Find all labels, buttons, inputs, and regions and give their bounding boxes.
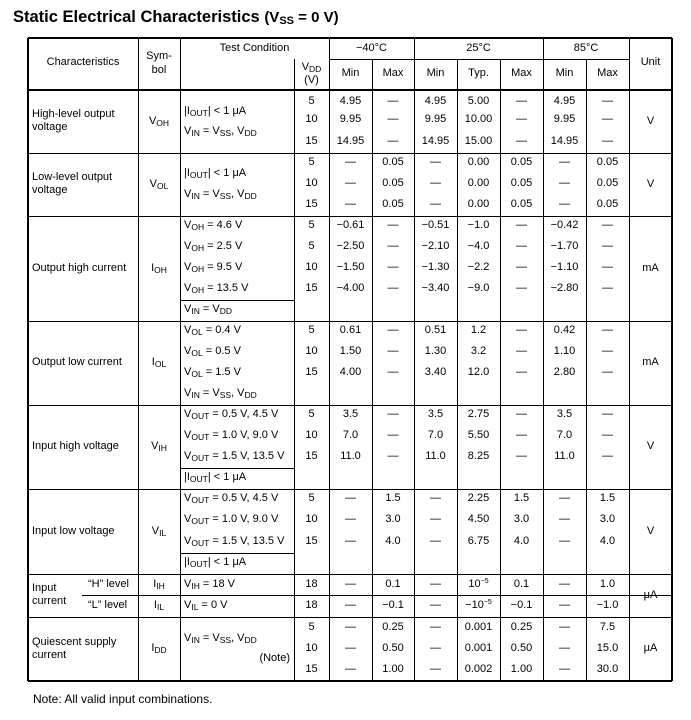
condition-vout1-1: $V_{OUT} = 0.5$ V, 4.5 V xyxy=(184,492,279,505)
value-vol-r1-c6: — xyxy=(559,177,570,189)
condition-vil0: $V_{IL} = 0$ V xyxy=(184,599,228,612)
value-vih-r0-c5: — xyxy=(516,408,527,420)
value-iol-r1-c5: — xyxy=(516,345,527,357)
value-ioh-r0-c2: — xyxy=(387,219,399,231)
column-header-symbol-2: bol xyxy=(151,64,167,76)
unit-voh: V xyxy=(646,114,655,127)
value-ioh-r2-c3: −1.30 xyxy=(421,261,450,273)
table-rule xyxy=(28,617,672,618)
value-vih-r0-c4: 2.75 xyxy=(467,408,490,420)
condition-ioutlt-0: $|I_{OUT}| < 1$ μA xyxy=(184,105,247,118)
symbol-vil: $V_{IL}$ xyxy=(151,524,167,538)
value-vih-r0-c2: — xyxy=(387,408,399,420)
value-vil-r1-c1: — xyxy=(345,513,356,525)
value-voh-r2-c6: 14.95 xyxy=(550,135,579,147)
value-voh-r0-c0: 5 xyxy=(308,95,315,107)
value-voh-r1-c1: 9.95 xyxy=(339,113,362,125)
value-ioh-r1-c4: −4.0 xyxy=(467,240,490,252)
condition-vih18: $V_{IH} = 18$ V xyxy=(184,578,236,591)
value-vih-r2-c3: 11.0 xyxy=(425,450,446,462)
table-rule xyxy=(28,489,672,490)
value-iih-r0-c4: $10^{-5}$ xyxy=(468,578,489,590)
value-voh-r2-c3: 14.95 xyxy=(421,135,450,147)
unit-ioh: mA xyxy=(642,261,659,274)
table-rule xyxy=(28,574,672,575)
value-vih-r1-c7: — xyxy=(602,429,613,441)
value-ioh-r1-c3: −2.10 xyxy=(421,240,450,252)
value-vol-r2-c6: — xyxy=(559,198,570,210)
value-voh-r2-c4: 15.00 xyxy=(464,135,493,147)
value-idd-r0-c6: — xyxy=(559,621,570,633)
value-vih-r1-c0: 10 xyxy=(305,429,318,441)
table-rule xyxy=(180,553,294,554)
value-vol-r0-c5: 0.05 xyxy=(510,156,533,168)
row-label-l-level: “L” level xyxy=(88,599,128,611)
value-vol-r1-c4: 0.00 xyxy=(467,177,490,189)
value-iil-r0-c5: −0.1 xyxy=(510,599,533,611)
value-idd-r0-c0: 5 xyxy=(308,621,315,633)
value-vol-r1-c2: 0.05 xyxy=(382,177,404,189)
value-iol-r0-c2: — xyxy=(387,324,399,336)
page-title: Static Electrical Characteristics ($V_{SS} = 0$ V) xyxy=(13,8,339,27)
value-iil-r0-c7: −1.0 xyxy=(596,599,619,611)
value-vih-r1-c3: 7.0 xyxy=(427,429,444,441)
value-voh-r0-c2: — xyxy=(387,95,399,107)
value-idd-r2-c1: — xyxy=(345,663,356,675)
value-ioh-r3-c6: −2.80 xyxy=(550,282,579,294)
value-voh-r0-c5: — xyxy=(516,95,527,107)
value-vol-r0-c6: — xyxy=(559,156,570,168)
table-rule xyxy=(28,153,672,154)
column-header-minus40c: −40°C xyxy=(355,42,387,54)
value-vil-r2-c4: 6.75 xyxy=(467,535,490,547)
value-vol-r1-c0: 10 xyxy=(305,177,318,189)
value-iol-r1-c3: 1.30 xyxy=(424,345,447,357)
row-label-iol-0: Output low current xyxy=(32,356,122,368)
value-vol-r0-c0: 5 xyxy=(308,156,315,168)
value-vol-r0-c2: 0.05 xyxy=(382,156,404,168)
value-iol-r2-c5: — xyxy=(516,366,527,378)
value-voh-r0-c7: — xyxy=(602,95,613,107)
value-iol-r2-c6: 2.80 xyxy=(553,366,576,378)
value-vil-r0-c5: 1.5 xyxy=(513,492,530,504)
column-header-min-5: Min xyxy=(555,67,574,79)
value-vil-r0-c2: 1.5 xyxy=(385,492,401,504)
value-iol-r0-c7: — xyxy=(602,324,613,336)
value-ioh-r2-c4: −2.2 xyxy=(467,261,490,273)
column-header-test-condition: Test Condition xyxy=(219,42,290,54)
value-idd-r1-c6: — xyxy=(559,642,570,654)
condition-vinvss-2: $V_{IN} = V_{SS}$, $V_{DD}$ xyxy=(184,387,257,400)
value-vol-r1-c7: 0.05 xyxy=(596,177,619,189)
condition-vinvss-1: $V_{IN} = V_{SS}$, $V_{DD}$ xyxy=(184,188,257,201)
condition-ioutlt-3: $|I_{OUT}| < 1$ μA xyxy=(184,556,247,569)
value-ioh-r1-c5: — xyxy=(516,240,527,252)
value-vil-r2-c7: 4.0 xyxy=(599,535,616,547)
symbol-idd: $I_{DD}$ xyxy=(151,642,167,655)
value-vil-r0-c7: 1.5 xyxy=(599,492,616,504)
symbol-vih: $V_{IH}$ xyxy=(151,440,167,453)
column-header-vdd: $V_{DD}$ xyxy=(301,61,322,74)
unit-iol: mA xyxy=(642,356,659,368)
value-iol-r1-c7: — xyxy=(602,345,613,357)
column-header-unit: Unit xyxy=(640,56,661,68)
value-voh-r1-c3: 9.95 xyxy=(424,113,447,125)
value-iol-r1-c6: 1.10 xyxy=(553,345,576,357)
value-vih-r2-c1: 11.0 xyxy=(340,450,361,462)
value-ioh-r3-c3: −3.40 xyxy=(421,282,450,294)
value-vol-r1-c5: 0.05 xyxy=(510,177,533,189)
value-ioh-r0-c1: −0.61 xyxy=(336,219,365,231)
condition-vinvss-0: $V_{IN} = V_{SS}$, $V_{DD}$ xyxy=(184,125,257,138)
value-iih-r0-c7: 1.0 xyxy=(599,578,616,590)
table-rule xyxy=(28,405,672,406)
value-iol-r0-c5: — xyxy=(516,324,527,336)
value-idd-r0-c2: 0.25 xyxy=(382,621,404,633)
value-vih-r0-c7: — xyxy=(602,408,613,420)
value-ioh-r3-c5: — xyxy=(516,282,527,294)
symbol-voh: $V_{OH}$ xyxy=(148,114,170,128)
condition-vinvss-3: $V_{IN} = V_{SS}$, $V_{DD}$ xyxy=(184,632,257,645)
value-vih-r0-c1: 3.5 xyxy=(342,408,359,420)
column-header-max-6: Max xyxy=(597,67,618,79)
value-vil-r1-c0: 10 xyxy=(305,513,318,525)
condition-vol15: $V_{OL} = 1.5$ V xyxy=(184,366,241,379)
value-idd-r0-c7: 7.5 xyxy=(599,621,616,633)
condition-voh46: $V_{OH} = 4.6$ V xyxy=(184,219,243,232)
value-iih-r0-c2: 0.1 xyxy=(385,578,401,590)
value-ioh-r3-c1: −4.00 xyxy=(336,282,365,294)
value-vih-r2-c2: — xyxy=(387,450,399,462)
table-rule xyxy=(27,38,29,681)
column-header-vdd-unit: (V) xyxy=(304,74,319,86)
value-vil-r2-c3: — xyxy=(430,535,441,547)
value-voh-r0-c1: 4.95 xyxy=(339,95,362,107)
condition-voh25: $V_{OH} = 2.5$ V xyxy=(184,240,243,253)
row-label-voh-0: High-level output xyxy=(32,108,115,120)
value-iol-r2-c3: 3.40 xyxy=(424,366,447,378)
unit-input_current: μA xyxy=(643,588,658,601)
table-rule xyxy=(28,89,672,90)
unit-vil: V xyxy=(646,524,655,537)
value-voh-r0-c4: 5.00 xyxy=(467,95,490,107)
row-label-vol-1: voltage xyxy=(32,184,68,196)
value-vil-r2-c1: — xyxy=(345,535,356,547)
value-idd-r0-c5: 0.25 xyxy=(510,621,533,633)
condition-vout2-1: $V_{OUT} = 1.0$ V, 9.0 V xyxy=(184,513,279,526)
table-rule xyxy=(329,59,629,60)
row-label-vil-0: Input low voltage xyxy=(32,524,115,537)
value-ioh-r1-c6: −1.70 xyxy=(550,240,579,252)
value-vil-r2-c6: — xyxy=(559,535,570,547)
value-iil-r0-c2: −0.1 xyxy=(382,599,404,611)
value-iol-r0-c4: 1.2 xyxy=(470,324,487,336)
value-ioh-r0-c0: 5 xyxy=(308,219,315,231)
value-ioh-r2-c5: — xyxy=(516,261,527,273)
value-iol-r1-c4: 3.2 xyxy=(470,345,487,357)
value-vih-r2-c7: — xyxy=(602,450,613,462)
unit-vih: V xyxy=(646,440,655,452)
value-vil-r0-c0: 5 xyxy=(308,492,315,504)
value-iol-r1-c1: 1.50 xyxy=(339,345,362,357)
table-rule xyxy=(28,37,672,39)
condition-vinvdd: $V_{IN} = V_{DD}$ xyxy=(184,303,232,316)
value-ioh-r0-c5: — xyxy=(516,219,527,231)
value-iil-r0-c4: $-10^{-5}$ xyxy=(465,599,492,611)
condition-vol04: $V_{OL} = 0.4$ V xyxy=(184,324,241,337)
value-voh-r1-c7: — xyxy=(602,113,613,125)
value-ioh-r2-c2: — xyxy=(387,261,399,273)
table-rule xyxy=(28,321,672,322)
value-idd-r1-c7: 15.0 xyxy=(596,642,619,654)
value-vol-r0-c3: — xyxy=(430,156,441,168)
value-vol-r2-c7: 0.05 xyxy=(596,198,619,210)
value-idd-r1-c4: 0.001 xyxy=(464,642,493,654)
table-rule xyxy=(180,300,294,301)
value-ioh-r1-c1: −2.50 xyxy=(336,240,365,252)
value-iol-r2-c4: 12.0 xyxy=(467,366,490,378)
value-vol-r2-c3: — xyxy=(430,198,441,210)
symbol-iol: $I_{OL}$ xyxy=(151,356,167,369)
row-label-input-current-0: Input xyxy=(32,582,57,594)
value-vol-r2-c0: 15 xyxy=(305,198,318,210)
condition-vol05: $V_{OL} = 0.5$ V xyxy=(184,345,241,358)
value-iil-r0-c0: 18 xyxy=(305,599,318,611)
value-ioh-r1-c0: 5 xyxy=(308,240,315,252)
condition-ioutlt-2: $|I_{OUT}| < 1$ μA xyxy=(184,471,247,484)
row-label-h-level: “H” level xyxy=(88,578,129,590)
value-vih-r2-c4: 8.25 xyxy=(467,450,490,462)
row-label-idd-0: Quiescent supply xyxy=(32,635,117,648)
column-header-max-1: Max xyxy=(382,67,404,79)
value-vih-r2-c0: 15 xyxy=(305,450,318,462)
value-idd-r0-c1: — xyxy=(345,621,356,633)
value-voh-r1-c2: — xyxy=(387,113,399,125)
value-voh-r1-c4: 10.00 xyxy=(464,113,493,125)
value-iol-r2-c0: 15 xyxy=(305,366,318,378)
value-vih-r1-c5: — xyxy=(516,429,527,441)
value-vol-r2-c4: 0.00 xyxy=(467,198,490,210)
condition-vout2-0: $V_{OUT} = 1.0$ V, 9.0 V xyxy=(184,429,279,442)
column-header-symbol-1: Sym- xyxy=(146,50,172,62)
value-idd-r0-c3: — xyxy=(430,621,441,633)
value-vil-r2-c5: 4.0 xyxy=(513,535,530,547)
row-label-input-current-1: current xyxy=(32,595,67,607)
value-voh-r2-c1: 14.95 xyxy=(336,135,365,147)
value-ioh-r1-c7: — xyxy=(602,240,613,252)
symbol-iil: $I_{IL}$ xyxy=(153,599,165,612)
value-vih-r2-c5: — xyxy=(516,450,527,462)
value-vil-r1-c7: 3.0 xyxy=(599,513,616,525)
value-vol-r0-c4: 0.00 xyxy=(467,156,490,168)
value-vih-r1-c1: 7.0 xyxy=(342,429,359,441)
table-rule xyxy=(28,216,672,217)
value-vih-r0-c0: 5 xyxy=(308,408,315,420)
row-label-vih-0: Input high voltage xyxy=(32,440,119,452)
value-voh-r2-c7: — xyxy=(602,135,613,147)
condition-note: (Note) xyxy=(259,652,290,664)
value-idd-r1-c1: — xyxy=(345,642,356,654)
value-voh-r2-c2: — xyxy=(387,135,399,147)
value-iih-r0-c5: 0.1 xyxy=(513,578,530,590)
condition-ioutlt-1: $|I_{OUT}| < 1$ μA xyxy=(184,167,247,180)
value-idd-r0-c4: 0.001 xyxy=(464,621,493,633)
value-vol-r1-c1: — xyxy=(345,177,356,189)
value-ioh-r2-c1: −1.50 xyxy=(336,261,365,273)
value-vil-r2-c0: 15 xyxy=(305,535,318,547)
value-vol-r2-c5: 0.05 xyxy=(510,198,533,210)
value-ioh-r0-c7: — xyxy=(602,219,613,231)
value-ioh-r2-c0: 10 xyxy=(305,261,318,273)
value-iol-r0-c0: 5 xyxy=(308,324,315,336)
value-ioh-r0-c4: −1.0 xyxy=(467,219,490,231)
value-iih-r0-c1: — xyxy=(345,578,356,590)
value-iol-r1-c2: — xyxy=(387,345,399,357)
column-header-85c: 85°C xyxy=(573,42,599,54)
value-idd-r1-c0: 10 xyxy=(305,642,318,654)
value-voh-r1-c6: 9.95 xyxy=(553,113,576,125)
value-voh-r0-c3: 4.95 xyxy=(424,95,447,107)
value-idd-r2-c7: 30.0 xyxy=(596,663,619,675)
value-vil-r0-c6: — xyxy=(559,492,570,504)
value-vil-r0-c3: — xyxy=(430,492,441,504)
value-vil-r1-c6: — xyxy=(559,513,570,525)
value-vil-r1-c3: — xyxy=(430,513,441,525)
value-vol-r0-c7: 0.05 xyxy=(596,156,619,168)
value-vol-r2-c2: 0.05 xyxy=(382,198,404,210)
table-rule xyxy=(82,595,672,596)
value-iol-r1-c0: 10 xyxy=(305,345,318,357)
table-note: Note: All valid input combinations. xyxy=(33,692,213,706)
column-header-min-0: Min xyxy=(341,67,360,79)
value-vil-r1-c2: 3.0 xyxy=(385,513,401,525)
value-vil-r0-c1: — xyxy=(345,492,356,504)
value-iol-r0-c1: 0.61 xyxy=(339,324,362,336)
value-ioh-r0-c3: −0.51 xyxy=(421,219,450,231)
value-vih-r1-c6: 7.0 xyxy=(556,429,573,441)
table-rule xyxy=(180,468,294,469)
value-vih-r1-c4: 5.50 xyxy=(467,429,490,441)
value-idd-r1-c5: 0.50 xyxy=(510,642,533,654)
symbol-ioh: $I_{OH}$ xyxy=(151,261,167,275)
value-idd-r2-c5: 1.00 xyxy=(510,663,533,675)
column-header-typ-3: Typ. xyxy=(468,67,489,79)
value-ioh-r3-c0: 15 xyxy=(305,282,318,294)
value-iol-r2-c1: 4.00 xyxy=(339,366,362,378)
value-voh-r2-c5: — xyxy=(516,135,527,147)
value-ioh-r1-c2: — xyxy=(387,240,399,252)
row-label-ioh-0: Output high current xyxy=(32,261,127,274)
value-idd-r1-c2: 0.50 xyxy=(382,642,404,654)
value-vil-r0-c4: 2.25 xyxy=(467,492,490,504)
value-vil-r1-c5: 3.0 xyxy=(513,513,530,525)
unit-vol: V xyxy=(646,177,655,190)
condition-voh95: $V_{OH} = 9.5$ V xyxy=(184,261,243,274)
column-header-min-2: Min xyxy=(426,67,445,79)
value-idd-r1-c3: — xyxy=(430,642,441,654)
row-label-vol-0: Low-level output xyxy=(32,171,113,183)
unit-idd: μA xyxy=(643,642,658,654)
value-iil-r0-c6: — xyxy=(559,599,570,611)
value-vol-r1-c3: — xyxy=(430,177,441,189)
symbol-iih: $I_{IH}$ xyxy=(153,578,165,591)
value-idd-r2-c6: — xyxy=(559,663,570,675)
value-ioh-r0-c6: −0.42 xyxy=(550,219,579,231)
table-rule xyxy=(28,680,672,682)
value-iil-r0-c3: — xyxy=(430,599,441,611)
value-vil-r2-c2: 4.0 xyxy=(385,535,401,547)
condition-vout1-0: $V_{OUT} = 0.5$ V, 4.5 V xyxy=(184,408,279,421)
value-ioh-r3-c4: −9.0 xyxy=(467,282,490,294)
value-ioh-r3-c7: — xyxy=(602,282,613,294)
value-idd-r2-c3: — xyxy=(430,663,441,675)
row-label-idd-1: current xyxy=(32,648,67,661)
value-vih-r1-c2: — xyxy=(387,429,399,441)
value-ioh-r3-c2: — xyxy=(387,282,399,294)
value-vol-r2-c1: — xyxy=(345,198,356,210)
column-header-characteristics: Characteristics xyxy=(46,56,120,68)
condition-vout3-1: $V_{OUT} = 1.5$ V, 13.5 V xyxy=(184,535,285,548)
value-vih-r0-c3: 3.5 xyxy=(427,408,444,420)
condition-vout3-0: $V_{OUT} = 1.5$ V, 13.5 V xyxy=(184,450,285,463)
value-vil-r1-c4: 4.50 xyxy=(467,513,490,525)
row-label-voh-1: voltage xyxy=(32,121,68,133)
symbol-vol: $V_{OL}$ xyxy=(149,177,169,191)
value-idd-r2-c0: 15 xyxy=(305,663,318,675)
value-voh-r0-c6: 4.95 xyxy=(553,95,576,107)
value-idd-r2-c4: 0.002 xyxy=(464,663,493,675)
value-iil-r0-c1: — xyxy=(345,599,356,611)
value-idd-r2-c2: 1.00 xyxy=(382,663,404,675)
value-voh-r2-c0: 15 xyxy=(305,135,318,147)
value-iih-r0-c0: 18 xyxy=(305,578,318,590)
value-voh-r1-c0: 10 xyxy=(305,113,318,125)
column-header-max-4: Max xyxy=(511,67,532,79)
value-iol-r2-c2: — xyxy=(387,366,399,378)
value-iol-r0-c3: 0.51 xyxy=(424,324,447,336)
value-vol-r0-c1: — xyxy=(345,156,356,168)
value-iol-r2-c7: — xyxy=(602,366,613,378)
condition-voh135: $V_{OH} = 13.5$ V xyxy=(184,282,249,295)
value-ioh-r2-c6: −1.10 xyxy=(550,261,579,273)
value-vih-r0-c6: 3.5 xyxy=(556,408,573,420)
value-iol-r0-c6: 0.42 xyxy=(553,324,576,336)
value-ioh-r2-c7: — xyxy=(602,261,613,273)
value-iih-r0-c6: — xyxy=(559,578,570,590)
value-vih-r2-c6: 11.0 xyxy=(554,450,575,462)
value-iih-r0-c3: — xyxy=(430,578,441,590)
value-voh-r1-c5: — xyxy=(516,113,527,125)
column-header-25c: 25°C xyxy=(466,42,491,54)
